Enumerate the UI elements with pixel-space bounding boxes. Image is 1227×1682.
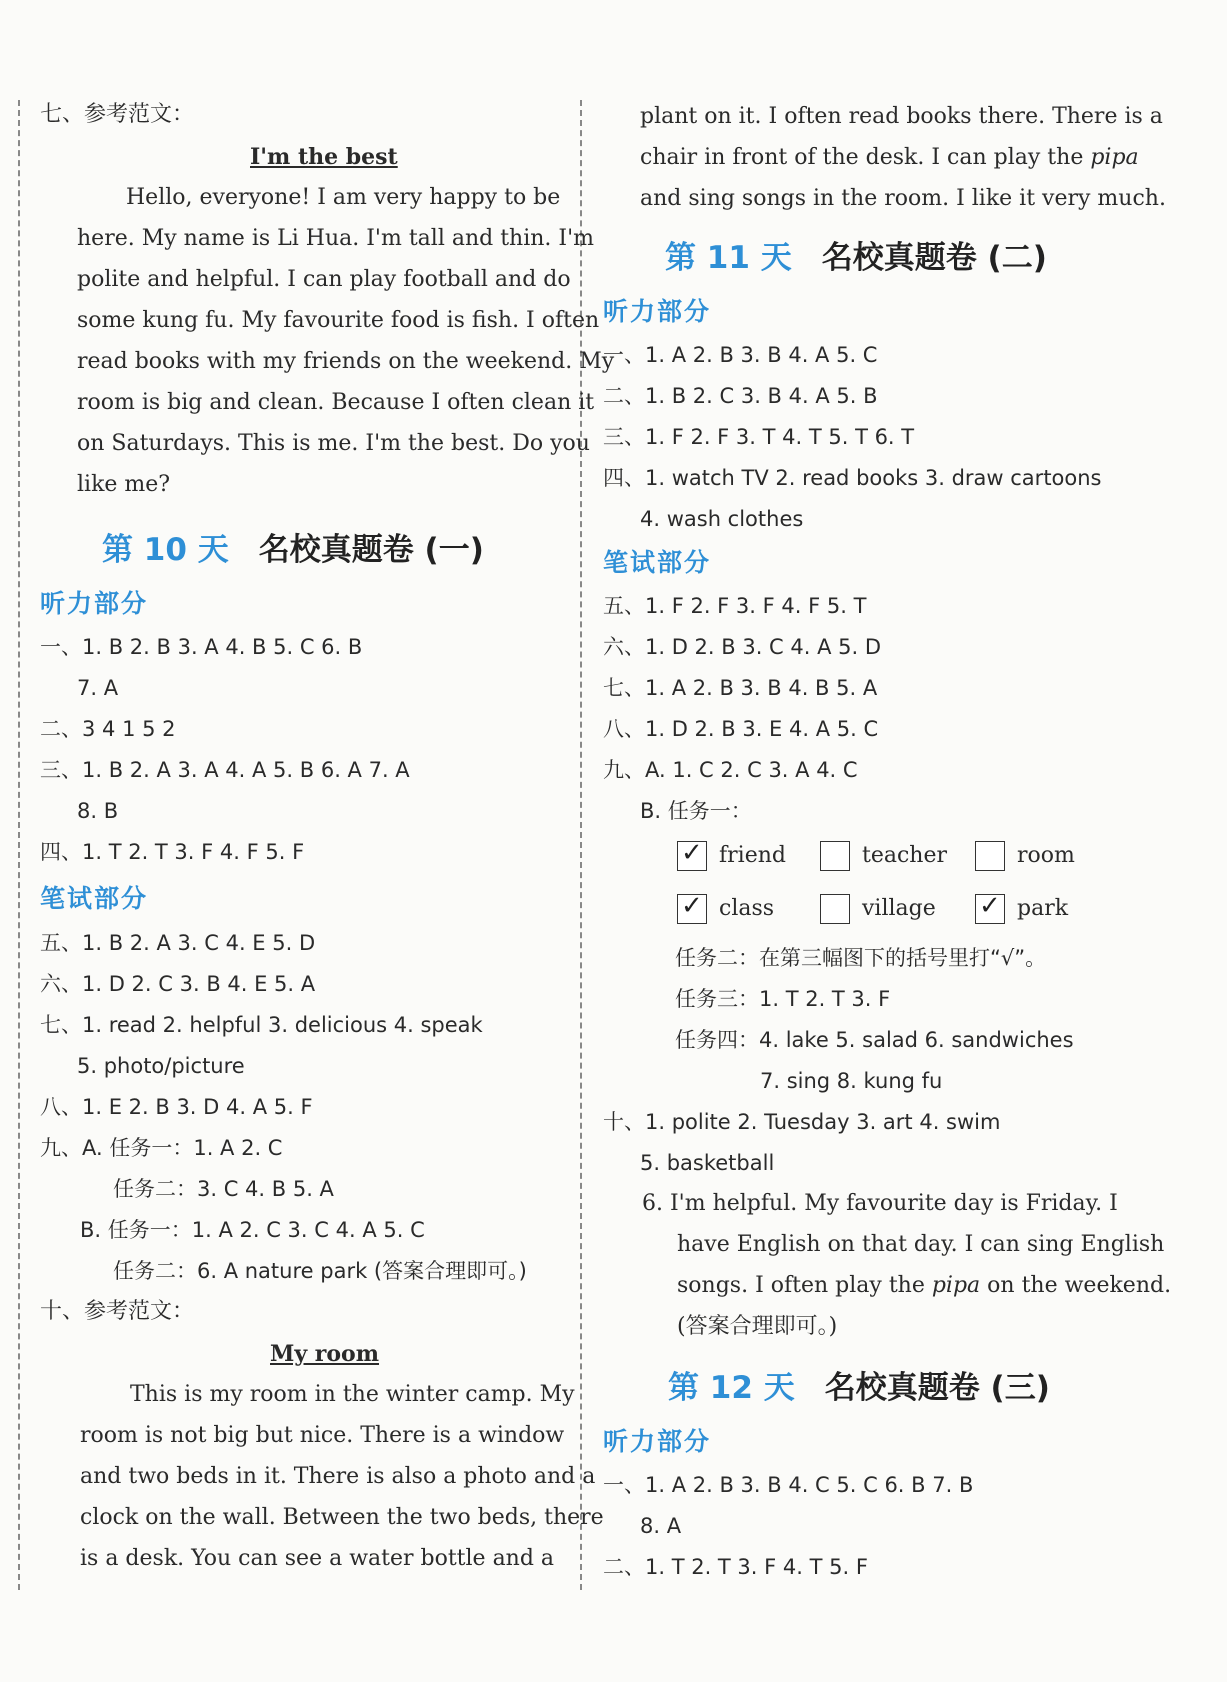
essay2-continued-line: and sing songs in the room. I like it very much. <box>640 186 1166 211</box>
day11-heading <box>665 238 1047 278</box>
answer-line: 一、1. A 2. B 3. B 4. C 5. C 6. B 7. B <box>603 1473 974 1497</box>
essay1-line: like me? <box>77 472 171 497</box>
checkbox-box[interactable] <box>677 841 707 871</box>
answer-line: B. 任务一：1. A 2. C 3. C 4. A 5. C <box>80 1218 425 1242</box>
answer-line: 六、1. D 2. B 3. C 4. A 5. D <box>603 635 882 659</box>
checkbox-box[interactable] <box>975 894 1005 924</box>
checkbox-label: village <box>862 896 936 921</box>
task-line: 任务四：4. lake 5. salad 6. sandwiches <box>675 1028 1074 1052</box>
essay1-line: polite and helpful. I can play football and do <box>77 267 571 292</box>
essay1-line: on Saturdays. This is me. I'm the best. Do you <box>77 431 590 456</box>
day10-heading <box>102 530 484 570</box>
essay1-title: I'm the best <box>250 144 398 170</box>
day10-number: 第 10 天 <box>102 532 229 568</box>
checkbox-box[interactable] <box>820 894 850 924</box>
day12-number: 第 12 天 <box>668 1370 795 1406</box>
essay2-line: room is not big but nice. There is a window <box>80 1423 565 1448</box>
task-line: 任务三：1. T 2. T 3. F <box>675 987 891 1011</box>
checkbox-room[interactable] <box>975 841 1075 871</box>
checkbox-friend[interactable] <box>677 841 786 871</box>
checkbox-class[interactable] <box>677 894 774 924</box>
answer-line: 五、1. B 2. A 3. C 4. E 5. D <box>40 931 316 955</box>
answer-line: 8. A <box>640 1514 682 1538</box>
q7-heading: 七、参考范文： <box>40 102 195 127</box>
answer-line: 三、1. F 2. F 3. T 4. T 5. T 6. T <box>603 425 915 449</box>
answer-line <box>677 1271 1171 1301</box>
essay2-continued-line: plant on it. I often read books there. There is a <box>640 104 1163 129</box>
answer-line: 四、1. T 2. T 3. F 4. F 5. F <box>40 840 305 864</box>
day10-title: 名校真题卷 (一) <box>258 532 484 568</box>
essay2-line: is a desk. You can see a water bottle and a <box>80 1546 555 1571</box>
day12-heading <box>668 1368 1050 1408</box>
checkbox-label: park <box>1017 896 1069 921</box>
answer-line: 七、1. A 2. B 3. B 4. B 5. A <box>603 676 878 700</box>
answer-line: 五、1. F 2. F 3. F 4. F 5. T <box>603 594 867 618</box>
answer-line: 二、1. T 2. T 3. F 4. T 5. F <box>603 1555 868 1579</box>
answer-line: 六、1. D 2. C 3. B 4. E 5. A <box>40 972 316 996</box>
left-margin-dashed-line <box>18 100 20 1590</box>
answer-line: 二、3 4 1 5 2 <box>40 717 176 741</box>
answer-line: have English on that day. I can sing English <box>677 1232 1165 1257</box>
essay1-line: here. My name is Li Hua. I'm tall and thin. I'm <box>77 226 595 251</box>
listening-section-heading: 听力部分 <box>603 1427 712 1456</box>
checkbox-label: friend <box>719 843 786 868</box>
checkbox-village[interactable] <box>820 894 936 924</box>
essay2-title: My room <box>270 1341 380 1367</box>
answer-line: 任务二：3. C 4. B 5. A <box>113 1177 334 1201</box>
answer-line: 一、1. B 2. B 3. A 4. B 5. C 6. B <box>40 635 363 659</box>
italic-word: pipa <box>1090 145 1139 170</box>
text-run: songs. I often play the <box>677 1273 932 1298</box>
answer-line: B. 任务一： <box>640 799 752 823</box>
answer-line: 5. photo/picture <box>77 1054 245 1078</box>
day11-title: 名校真题卷 (二) <box>821 240 1047 276</box>
listening-section-heading: 听力部分 <box>40 589 149 618</box>
answer-line: 八、1. D 2. B 3. E 4. A 5. C <box>603 717 879 741</box>
day12-title: 名校真题卷 (三) <box>824 1370 1050 1406</box>
answer-line: 三、1. B 2. A 3. A 4. A 5. B 6. A 7. A <box>40 758 410 782</box>
checkbox-label: room <box>1017 843 1075 868</box>
answer-line: 一、1. A 2. B 3. B 4. A 5. C <box>603 343 878 367</box>
checkbox-label: class <box>719 896 775 921</box>
essay1-line: Hello, everyone! I am very happy to be <box>126 185 561 210</box>
answer-line: 七、1. read 2. helpful 3. delicious 4. speak <box>40 1013 483 1037</box>
writing-section-heading: 笔试部分 <box>40 884 149 913</box>
answer-line: 任务二：6. A nature park (答案合理即可。) <box>113 1259 527 1283</box>
answer-line: 6. I'm helpful. My favourite day is Friday. I <box>642 1191 1118 1216</box>
checkbox-box[interactable] <box>820 841 850 871</box>
essay2-line: clock on the wall. Between the two beds, there <box>80 1505 604 1530</box>
checkbox-park[interactable] <box>975 894 1068 924</box>
checkbox-box[interactable] <box>677 894 707 924</box>
q10-heading: 十、参考范文： <box>40 1299 195 1324</box>
answer-line: 二、1. B 2. C 3. B 4. A 5. B <box>603 384 878 408</box>
listening-section-heading: 听力部分 <box>603 297 712 326</box>
text-run: on the weekend. <box>980 1273 1172 1298</box>
answer-line: 四、1. watch TV 2. read books 3. draw cartoons <box>603 466 1102 490</box>
answer-line: 十、1. polite 2. Tuesday 3. art 4. swim <box>603 1110 1001 1134</box>
essay1-line: read books with my friends on the weekend. My <box>77 349 615 374</box>
task-line: 7. sing 8. kung fu <box>760 1069 943 1093</box>
answer-line: 5. basketball <box>640 1151 775 1175</box>
essay2-line: and two beds in it. There is also a photo and a <box>80 1464 596 1489</box>
writing-section-heading: 笔试部分 <box>603 548 712 577</box>
essay2-line: This is my room in the winter camp. My <box>130 1382 575 1407</box>
checkbox-teacher[interactable] <box>820 841 947 871</box>
day11-number: 第 11 天 <box>665 240 792 276</box>
answer-line: 4. wash clothes <box>640 507 804 531</box>
essay1-line: room is big and clean. Because I often clean it <box>77 390 595 415</box>
checkbox-box[interactable] <box>975 841 1005 871</box>
essay2-continued-line <box>640 143 1139 173</box>
text-run: chair in front of the desk. I can play the <box>640 145 1091 170</box>
italic-word: pipa <box>931 1273 981 1298</box>
checkbox-label: teacher <box>862 843 948 868</box>
answer-line: 八、1. E 2. B 3. D 4. A 5. F <box>40 1095 313 1119</box>
answer-line: 7. A <box>77 676 119 700</box>
answer-line: 九、A. 任务一：1. A 2. C <box>40 1136 283 1160</box>
task-line: 任务二：在第三幅图下的括号里打“√”。 <box>675 946 1047 970</box>
answer-line: 8. B <box>77 799 119 823</box>
answer-note: (答案合理即可。) <box>677 1314 838 1339</box>
essay1-line: some kung fu. My favourite food is fish. I often <box>77 308 600 333</box>
answer-line: 九、A. 1. C 2. C 3. A 4. C <box>603 758 858 782</box>
